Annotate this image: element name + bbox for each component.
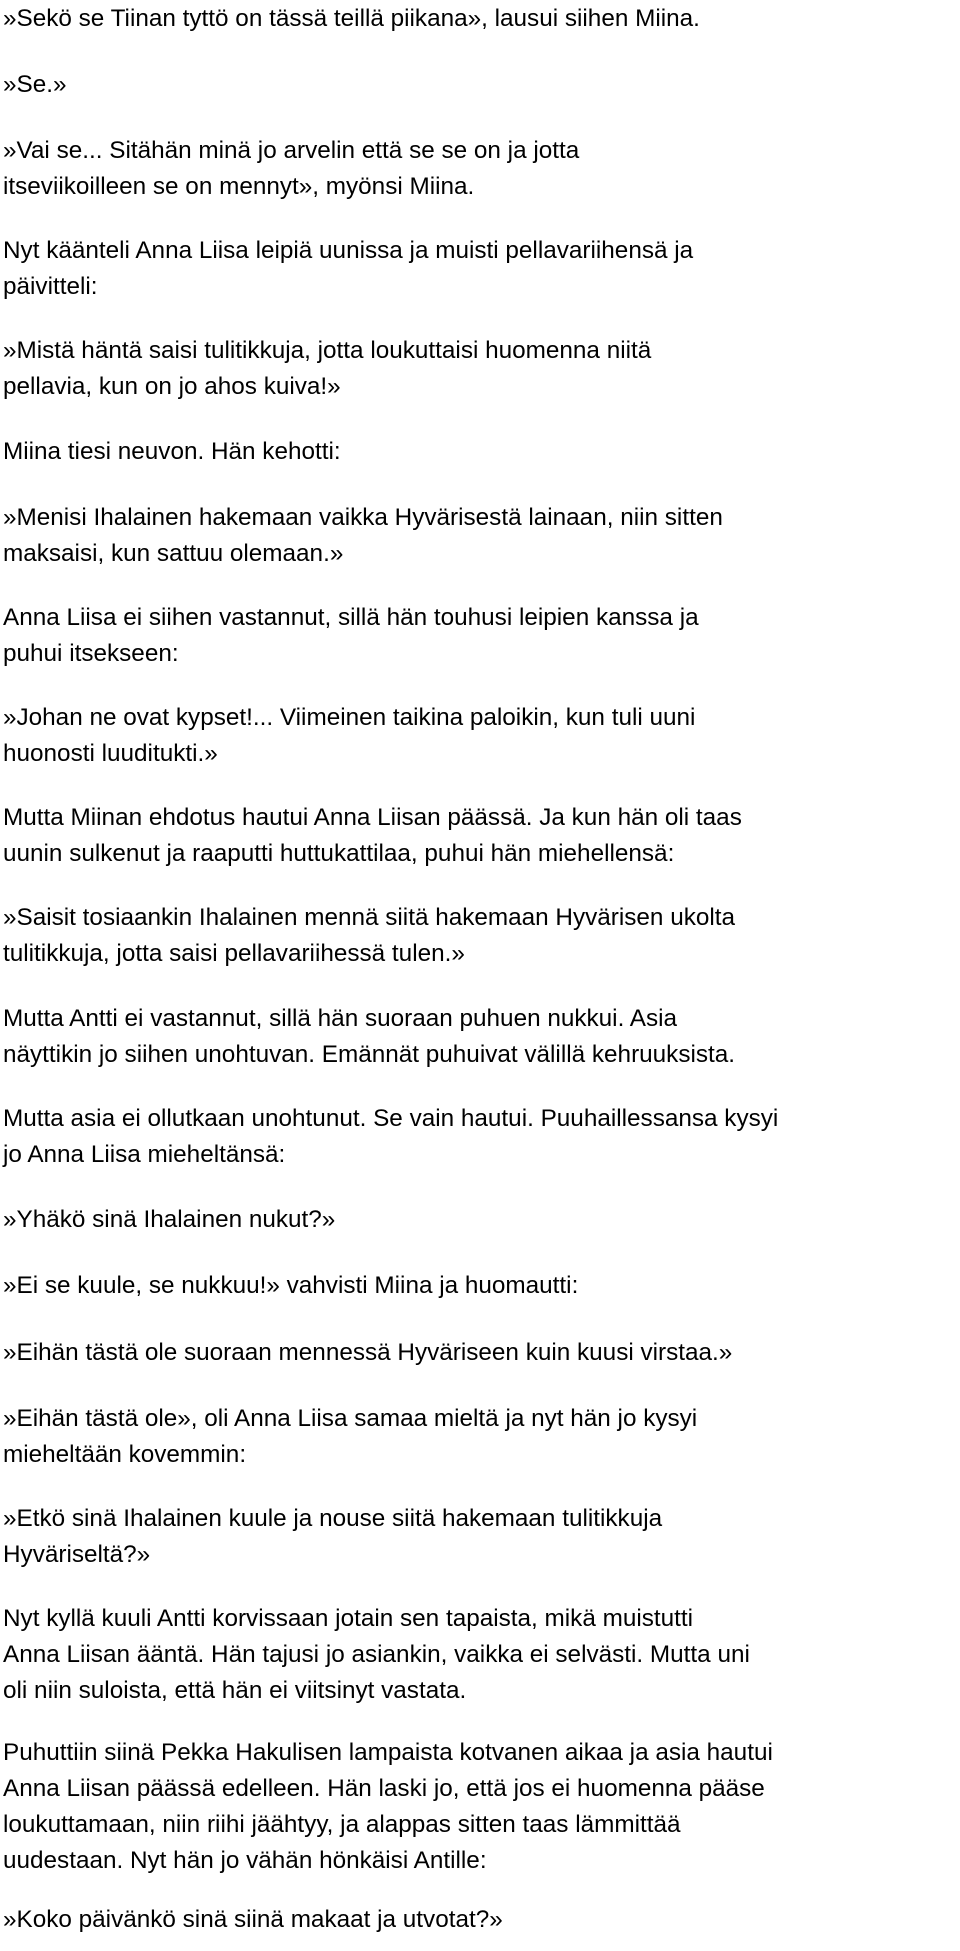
text-line: Anna Liisan päässä edelleen. Hän laski jo, että jos ei huomenna pääse: [3, 1775, 765, 1802]
text-line: itseviikoilleen se on mennyt», myönsi Miina.: [3, 173, 475, 200]
paragraph: [3, 67, 67, 103]
text-line: »Sekö se Tiinan tyttö on tässä teillä piikana», lausui siihen Miina.: [3, 5, 700, 32]
paragraph: [3, 800, 742, 872]
text-line: »Johan ne ovat kypset!... Viimeinen taikina paloikin, kun tuli uuni: [3, 704, 696, 731]
paragraph: [3, 1001, 735, 1073]
paragraph: [3, 333, 651, 405]
text-line: maksaisi, kun sattuu olemaan.»: [3, 540, 344, 567]
text-line: Hyväriseltä?»: [3, 1541, 151, 1568]
text-line: »Yhäkö sinä Ihalainen nukut?»: [3, 1206, 336, 1233]
paragraph: [3, 233, 693, 305]
text-line: Anna Liisan ääntä. Hän tajusi jo asiankin, vaikka ei selvästi. Mutta uni: [3, 1641, 750, 1668]
paragraph: [3, 1268, 578, 1304]
text-line: »Vai se... Sitähän minä jo arvelin että se se on ja jotta: [3, 137, 580, 164]
text-line: »Eihän tästä ole», oli Anna Liisa samaa mieltä ja nyt hän jo kysyi: [3, 1405, 698, 1432]
paragraph: [3, 1902, 503, 1938]
text-line: jo Anna Liisa mieheltänsä:: [3, 1141, 286, 1168]
text-line: »Menisi Ihalainen hakemaan vaikka Hyvärisestä lainaan, niin sitten: [3, 504, 723, 531]
text-line: Anna Liisa ei siihen vastannut, sillä hän touhusi leipien kanssa ja: [3, 604, 699, 631]
text-line: Mutta asia ei ollutkaan unohtunut. Se vain hautui. Puuhaillessansa kysyi: [3, 1105, 779, 1132]
text-line: »Koko päivänkö sinä siinä makaat ja utvotat?»: [3, 1906, 503, 1933]
paragraph: [3, 700, 695, 772]
text-line: puhui itsekseen:: [3, 640, 179, 667]
text-line: tulitikkuja, jotta saisi pellavariihessä tulen.»: [3, 940, 465, 967]
text-line: pellavia, kun on jo ahos kuiva!»: [3, 373, 341, 400]
text-line: Puhuttiin siinä Pekka Hakulisen lampaista kotvanen aikaa ja asia hautui: [3, 1739, 773, 1766]
text-line: »Mistä häntä saisi tulitikkuja, jotta loukuttaisi huomenna niitä: [3, 337, 652, 364]
text-line: »Eihän tästä ole suoraan mennessä Hyväriseen kuin kuusi virstaa.»: [3, 1339, 733, 1366]
paragraph: [3, 434, 341, 470]
paragraph: [3, 1401, 697, 1473]
paragraph: [3, 1501, 662, 1573]
text-line: Mutta Miinan ehdotus hautui Anna Liisan päässä. Ja kun hän oli taas: [3, 804, 742, 831]
text-line: loukuttamaan, niin riihi jäähtyy, ja alappas sitten taas lämmittää: [3, 1811, 681, 1838]
text-line: »Saisit tosiaankin Ihalainen mennä siitä hakemaan Hyvärisen ukolta: [3, 904, 736, 931]
paragraph: [3, 133, 579, 205]
text-line: uunin sulkenut ja raaputti huttukattilaa, puhui hän miehellensä:: [3, 840, 675, 867]
paragraph: [3, 900, 735, 972]
text-line: »Etkö sinä Ihalainen kuule ja nouse siitä hakemaan tulitikkuja: [3, 1505, 663, 1532]
text-line: Nyt käänteli Anna Liisa leipiä uunissa ja muisti pellavariihensä ja: [3, 237, 694, 264]
paragraph: [3, 600, 699, 672]
text-line: uudestaan. Nyt hän jo vähän hönkäisi Antille:: [3, 1847, 487, 1874]
paragraph: [3, 1202, 335, 1238]
text-line: päivitteli:: [3, 273, 98, 300]
paragraph: [3, 1, 700, 37]
text-line: huonosti luuditukti.»: [3, 740, 218, 767]
paragraph: [3, 1335, 732, 1371]
text-line: Miina tiesi neuvon. Hän kehotti:: [3, 438, 341, 465]
text-line: oli niin suloista, että hän ei viitsinyt vastata.: [3, 1677, 467, 1704]
paragraph: [3, 1601, 750, 1709]
text-line: mieheltään kovemmin:: [3, 1441, 247, 1468]
paragraph: [3, 1101, 778, 1173]
text-line: »Se.»: [3, 71, 67, 98]
text-line: näyttikin jo siihen unohtuvan. Emännät puhuivat välillä kehruuksista.: [3, 1041, 736, 1068]
text-line: Mutta Antti ei vastannut, sillä hän suoraan puhuen nukkui. Asia: [3, 1005, 678, 1032]
paragraph: [3, 500, 723, 572]
text-line: »Ei se kuule, se nukkuu!» vahvisti Miina ja huomautti:: [3, 1272, 579, 1299]
paragraph: [3, 1735, 773, 1879]
text-line: Nyt kyllä kuuli Antti korvissaan jotain sen tapaista, mikä muistutti: [3, 1605, 694, 1632]
